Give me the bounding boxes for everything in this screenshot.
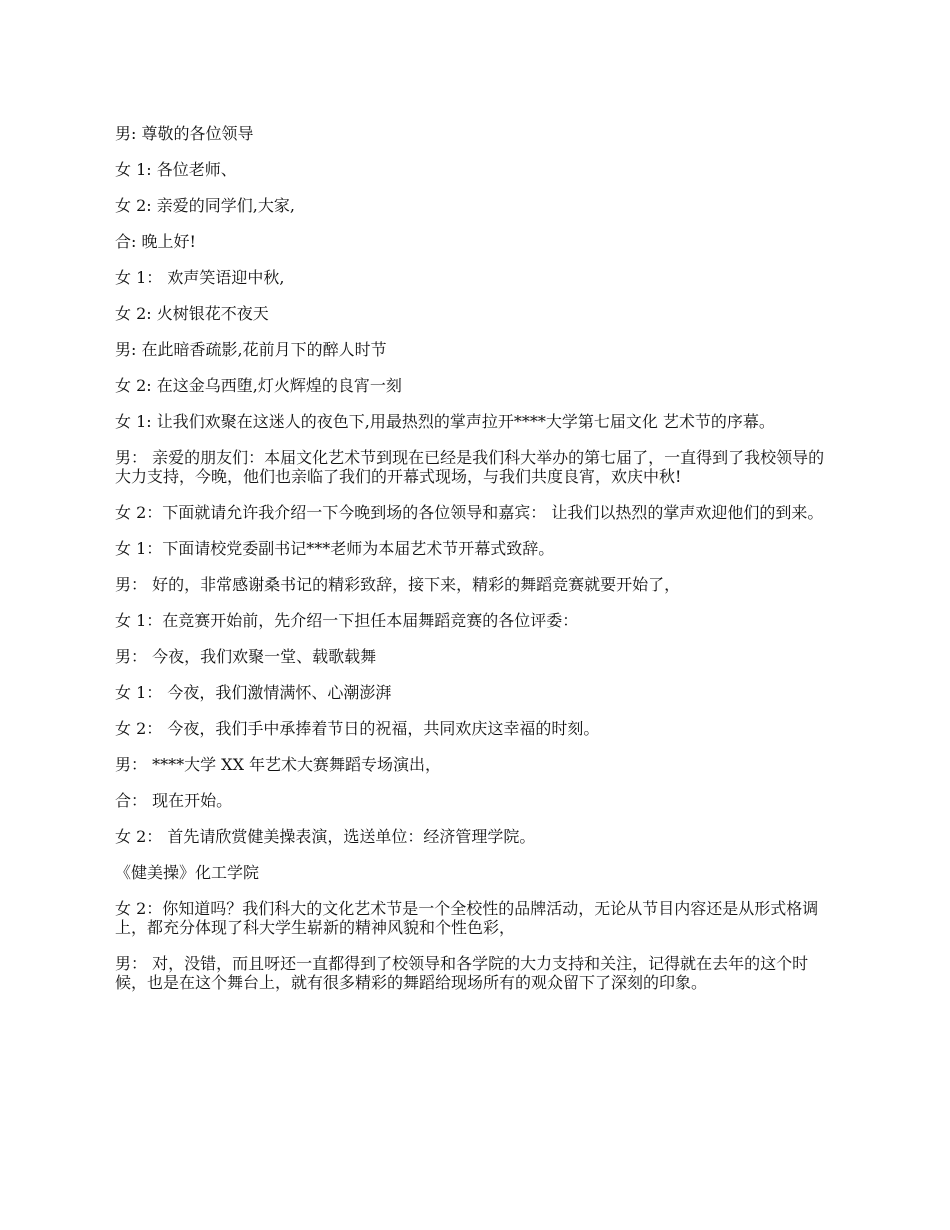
paragraph: 女 1: 让我们欢聚在这迷人的夜色下,用最热烈的掌声拉开****大学第七届文化 艺术节的序幕。 xyxy=(115,412,775,431)
paragraph: 女 2: 亲爱的同学们,大家, xyxy=(115,196,295,215)
paragraph: 女 2： 今夜，我们手中承捧着节日的祝福，共同欢庆这幸福的时刻。 xyxy=(115,719,600,738)
paragraph: 男： 亲爱的朋友们：本届文化艺术节到现在已经是我们科大举办的第七届了，一直得到了我校领导的大力支持，今晚，他们也亲临了我们的开幕式现场，与我们共度良宵，欢庆中秋! xyxy=(115,448,825,486)
paragraph: 男： 对，没错，而且呀还一直都得到了校领导和各学院的大力支持和关注，记得就在去年的这个时候，也是在这个舞台上，就有很多精彩的舞蹈给现场所有的观众留下了深刻的印象。 xyxy=(115,954,809,992)
paragraph: 女 2：下面就请允许我介绍一下今晚到场的各位领导和嘉宾： 让我们以热烈的掌声欢迎他们的到来。 xyxy=(115,503,824,522)
paragraph: 男： ****大学 XX 年艺术大赛舞蹈专场演出， xyxy=(115,755,442,774)
paragraph: 女 1：在竞赛开始前，先介绍一下担任本届舞蹈竞赛的各位评委： xyxy=(115,611,579,630)
paragraph: 合： 现在开始。 xyxy=(115,791,233,810)
paragraph: 女 1: 各位老师、 xyxy=(115,160,237,179)
paragraph: 女 2: 在这金乌西堕,灯火辉煌的良宵一刻 xyxy=(115,376,402,395)
paragraph: 女 2：你知道吗？我们科大的文化艺术节是一个全校性的品牌活动，无论从节目内容还是从形式格调上，都充分体现了科大学生崭新的精神风貌和个性色彩， xyxy=(115,899,819,937)
paragraph: 合: 晚上好! xyxy=(115,232,196,251)
paragraph: 男: 在此暗香疏影,花前月下的醉人时节 xyxy=(115,340,387,359)
paragraph: 女 1： 今夜，我们激情满怀、心潮澎湃 xyxy=(115,683,392,702)
paragraph: 男： 今夜，我们欢聚一堂、载歌载舞 xyxy=(115,647,377,666)
paragraph: 《健美操》化工学院 xyxy=(115,863,260,882)
paragraph: 女 1： 欢声笑语迎中秋, xyxy=(115,268,285,287)
document-body xyxy=(115,124,840,1009)
paragraph: 女 2： 首先请欣赏健美操表演，选送单位：经济管理学院。 xyxy=(115,827,536,846)
paragraph: 男: 尊敬的各位领导 xyxy=(115,124,254,143)
paragraph: 男： 好的，非常感谢桑书记的精彩致辞，接下来，精彩的舞蹈竞赛就要开始了， xyxy=(115,575,681,594)
paragraph: 女 2: 火树银花不夜天 xyxy=(115,304,269,323)
paragraph: 女 1：下面请校党委副书记***老师为本届艺术节开幕式致辞。 xyxy=(115,539,555,558)
